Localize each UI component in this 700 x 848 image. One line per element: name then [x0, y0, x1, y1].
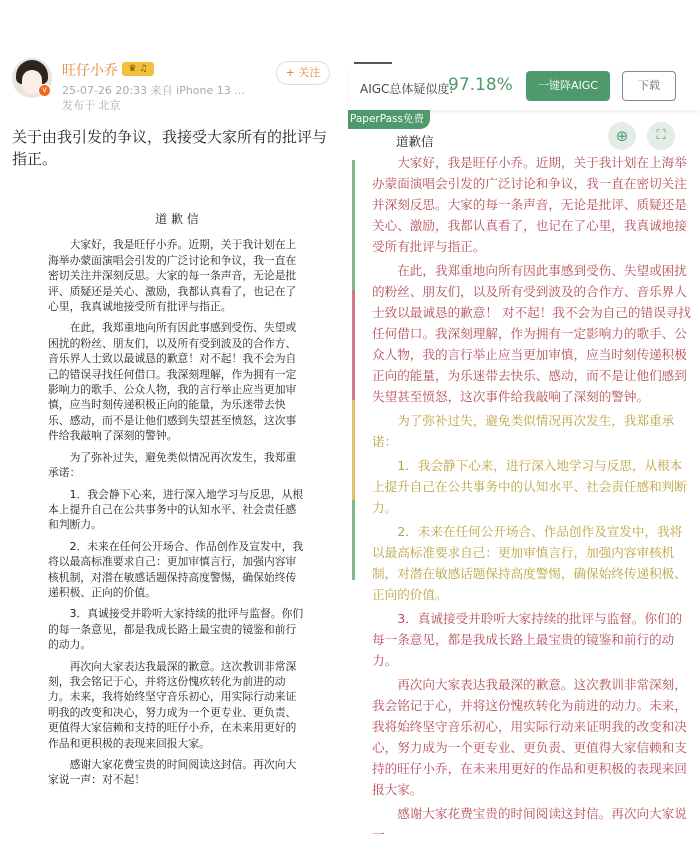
detected-paragraph: 感谢大家花费宝贵的时间阅读这封信。再次向大家说一: [372, 806, 687, 842]
divider: [354, 62, 392, 64]
detected-paragraph: 大家好，我是旺仔小乔。近期，关于我计划在上海举办蒙面演唱会引发的广泛讨论和争议，我一直在密切关注并深刻反思。大家的每一条声音，无论是批评、质疑还是关心、激励，我都认真看了，也记在了心里，我真诚地接受所有批评与指正。: [372, 155, 687, 254]
detected-paragraph: 为了弥补过失，避免类似情况再次发生，我郑重承诺：: [372, 413, 675, 449]
letter-paragraph: 感谢大家花费宝贵的时间阅读这封信。再次向大家说一声：对不起！: [48, 758, 297, 787]
verified-badge: v: [38, 84, 51, 97]
letter-image[interactable]: [38, 200, 316, 787]
detected-paragraph: 再次向大家表达我最深的歉意。这次教训非常深刻，我会铭记于心，并将这份愧疚转化为前进的动力。未来，我将始终坚守音乐初心，用实际行动来证明我的改变和决心，努力成为一个更专业、更负责、更值得大家信赖和支持的旺仔小乔，在未来用更好的作品和更积极的表现来回报大家。: [372, 677, 687, 797]
source: 来自 iPhone 13 ...: [150, 84, 245, 97]
post-text: 关于由我引发的争议，我接受大家所有的批评与指正。: [12, 128, 328, 168]
letter-paragraph: 3．真诚接受并聆听大家持续的批评与监督。你们的每一条意见，都是我成长路上最宝贵的镜鉴和前行的动力。: [48, 607, 304, 652]
detected-paragraph: 3．真诚接受并聆听大家持续的批评与监督。你们的每一条意见，都是我成长路上最宝贵的镜鉴和前行的动力。: [372, 611, 683, 668]
highlight-bar: [352, 400, 355, 500]
reduce-aigc-button[interactable]: 一键降AIGC: [526, 71, 610, 101]
highlight-bar: [352, 290, 355, 400]
version-tag: PaperPass免费版: [348, 110, 430, 129]
member-badge-icon: ♛ ♫: [122, 62, 154, 76]
letter-paragraph: 为了弥补过失，避免类似情况再次发生，我郑重承诺：: [48, 450, 297, 480]
document-text: [372, 152, 694, 848]
letter-paragraph: 2．未来在任何公开场合、作品创作及宣发中，我将以最高标准要求自己：更加审慎言行，加强内容审核机制，对潜在敏感话题保持高度警惕，确保始终传递积极、正向的价值。: [48, 539, 304, 599]
location: 发布于 北京: [62, 99, 121, 112]
detected-paragraph: 在此，我郑重地向所有因此事感到受伤、失望或困扰的粉丝、朋友们，以及所有受到波及的合作方、音乐界人士致以最诚恳的歉意！ 对不起！我不会为自己的错误寻找任何借口。我深刻理解，作为拥有一定影响力的歌手、公众人物，我的言行举止应当更加审慎，应当时刻传递积极正向的能量，为乐迷带去快乐、感动，而不是让他们感到失望甚至愤怒，这次事件给我敲响了深刻的警钟。: [372, 263, 691, 404]
letter-paragraph: 在此，我郑重地向所有因此事感到受伤、失望或困扰的粉丝、朋友们，以及所有受到波及的合作方、音乐界人士致以最诚恳的歉意！对不起！我不会为自己的错误寻找任何借口。我深刻理解，作为拥有一定影响力的歌手、公众人物，我的言行举止应当更加审慎，应当时刻传递积极正向的能量，为乐迷带去快乐、感动，而不是让他们感到失望甚至愤怒，这次事件给我敲响了深刻的警钟。: [48, 321, 297, 443]
timestamp: 25-07-26 20:33: [62, 84, 148, 97]
weibo-post-panel: [0, 0, 346, 787]
download-button[interactable]: 下载: [622, 71, 676, 101]
highlight-bar: [352, 160, 355, 290]
result-header: [348, 66, 700, 110]
letter-paragraph: 再次向大家表达我最深的歉意。这次教训非常深刻，我会铭记于心，并将这份愧疚转化为前进的动力。未来，我将始终坚守音乐初心，用实际行动来证明我的改变和决心，努力成为一个更专业、更负责、更值得大家信赖和支持的旺仔小乔，在未来用更好的作品和更积极的表现来回报大家。: [48, 659, 297, 750]
aigc-label: AIGC总体疑似度:: [360, 82, 454, 96]
letter-title: 道 歉 信: [155, 212, 199, 226]
username[interactable]: 旺仔小乔: [62, 63, 118, 79]
letter-paragraph: 大家好，我是旺仔小乔。近期，关于我计划在上海举办蒙面演唱会引发的广泛讨论和争议，我一直在密切关注并深刻反思。大家的每一条声音，无论是批评、质疑还是关心、激励，我都认真看了，也记在了心里，我真诚地接受所有批评与指正。: [48, 238, 297, 314]
aigc-value: 97.18%: [448, 75, 513, 95]
fit-screen-icon[interactable]: ⛶: [647, 122, 675, 150]
detected-paragraph: 1．我会静下心来，进行深入地学习与反思，从根本上提升自己在公共事务中的认知水平、社会责任感和判断力。: [372, 458, 687, 515]
zoom-in-icon[interactable]: ⊕: [608, 122, 636, 150]
detected-paragraph: 2．未来在任何公开场合、作品创作及宣发中，我将以最高标准要求自己：更加审慎言行，加强内容审核机制，对潜在敏感话题保持高度警惕，确保始终传递积极、正向的价值。: [372, 524, 687, 602]
document-title: 道歉信: [396, 134, 434, 149]
aigc-detector-panel: [348, 0, 700, 842]
post-meta: [62, 82, 245, 98]
highlight-bar: [352, 500, 355, 580]
letter-paragraph: 1．我会静下心来，进行深入地学习与反思，从根本上提升自己在公共事务中的认知水平、社会责任感和判断力。: [48, 487, 304, 532]
follow-button[interactable]: + 关注: [276, 61, 330, 85]
